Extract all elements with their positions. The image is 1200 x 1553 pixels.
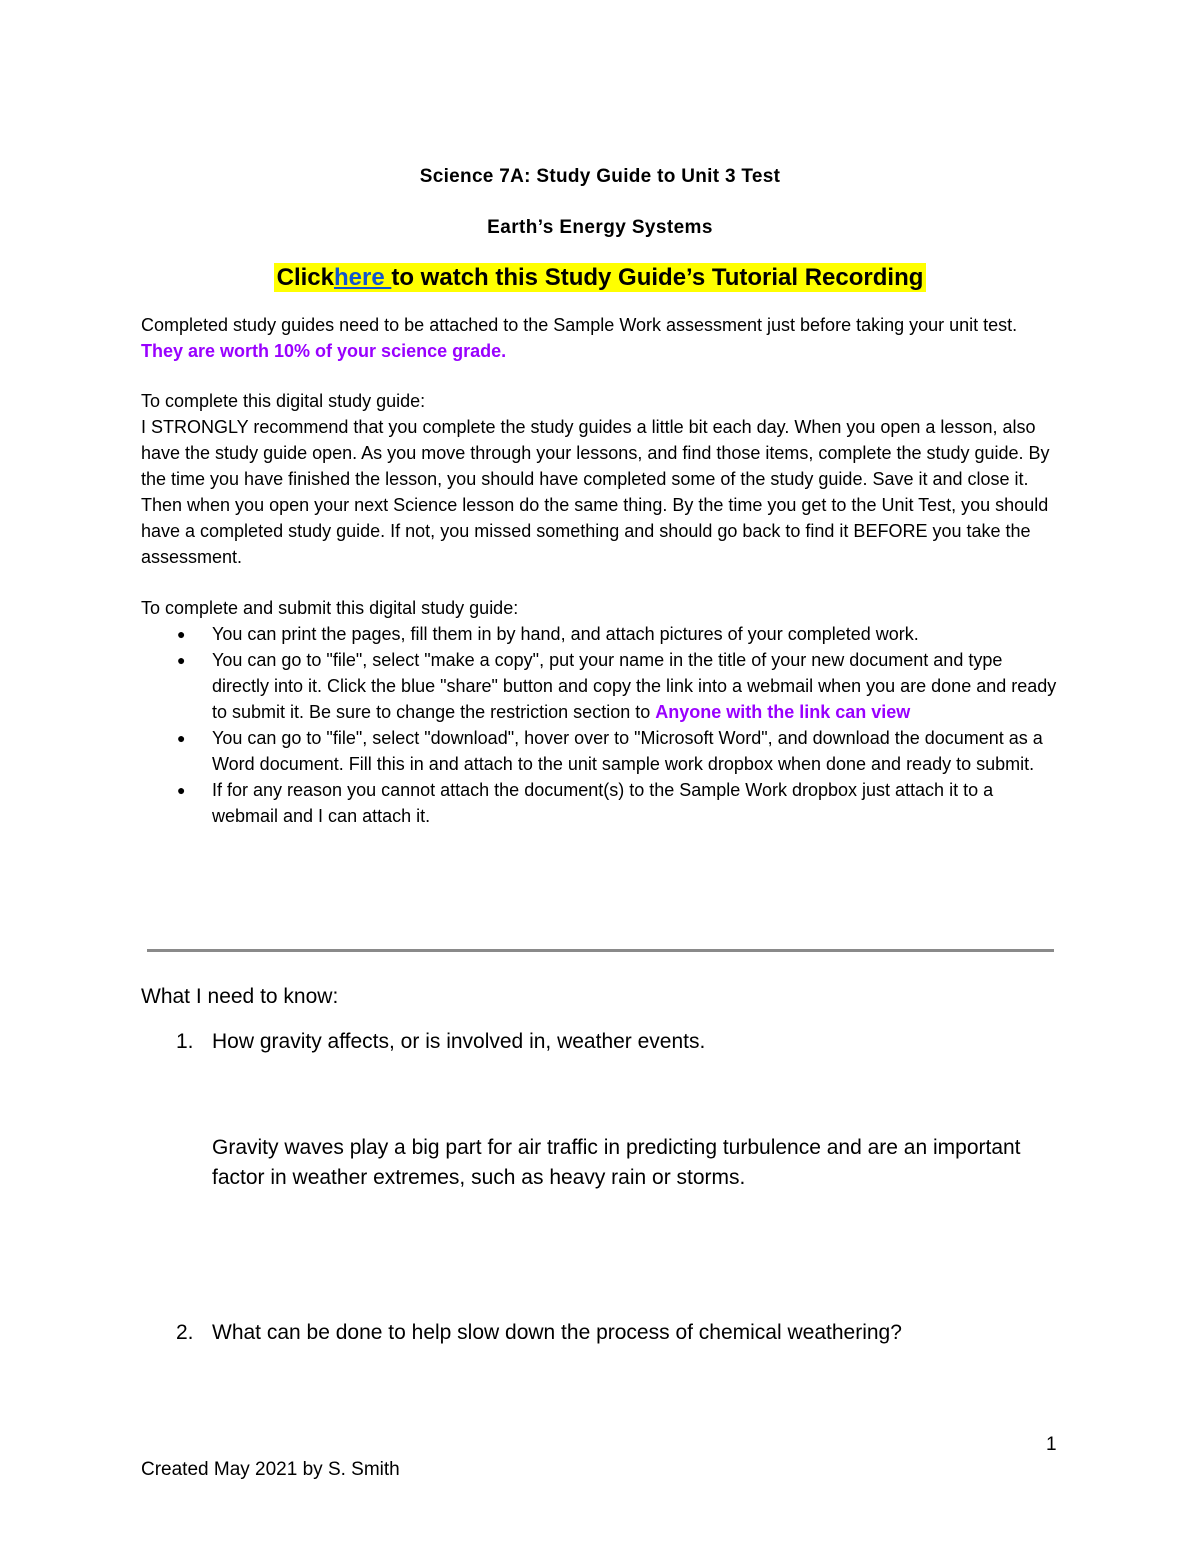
tutorial-highlight	[274, 263, 927, 292]
intro-text: Completed study guides need to be attached to the Sample Work assessment just before taking your unit test.	[141, 315, 1018, 335]
tutorial-suffix: to watch this Study Guide’s Tutorial Recording	[391, 264, 924, 291]
list-item-text: You can go to "file", select "download", hover over to "Microsoft Word", and download the document as a Word document. Fill this in and attach to the unit sample work dropbox when done and ready to submit.	[212, 728, 1043, 774]
section-divider	[147, 949, 1054, 952]
document-title: Science 7A: Study Guide to Unit 3 Test	[419, 166, 781, 187]
tutorial-prefix: Click	[276, 264, 334, 291]
list-item-text: You can go to "file", select "make a copy", put your name in the title of your new document and type directly into it. Click the blue "share" button and copy the link into a webmail when you are done and ready to submit it. Be sure to change the restriction section to	[212, 650, 1057, 722]
tutorial-link[interactable]: here	[333, 264, 392, 291]
list-item	[141, 725, 1061, 777]
answer-1[interactable]: Gravity waves play a big part for air traffic in predicting turbulence and are an important factor in weather extremes, such as heavy rain or storms.	[212, 1136, 1021, 1189]
question-number: 1.	[176, 1030, 194, 1053]
know-section-heading: What I need to know:	[141, 985, 339, 1008]
bullet-icon: ●	[177, 730, 186, 746]
grade-weight-emphasis: They are worth 10% of your science grade.	[141, 341, 507, 361]
digital-instructions-heading: To complete this digital study guide:	[141, 391, 426, 411]
digital-instructions	[141, 388, 1061, 570]
footer-credit: Created May 2021 by S. Smith	[141, 1459, 400, 1480]
digital-instructions-body: I STRONGLY recommend that you complete the study guides a little bit each day. When you open a lesson, also have the study guide open. As you move through your lessons, and find those items, complete the study guide. By the time you have finished the lesson, you should have completed some of the study guide. Save it and close it. Then when you open your next Science lesson do the same thing. By the time you get to the Unit Test, you should have a completed study guide. If not, you missed something and should go back to find it BEFORE you take the assessment.	[141, 417, 1050, 567]
tutorial-banner	[0, 264, 1200, 292]
intro-paragraph	[141, 312, 1061, 364]
list-item	[141, 777, 1061, 829]
list-item	[141, 647, 1061, 725]
list-item-text: You can print the pages, fill them in by hand, and attach pictures of your completed work.	[212, 624, 919, 644]
submit-instructions-heading: To complete and submit this digital study guide:	[141, 598, 519, 618]
page-number: 1	[1046, 1434, 1057, 1455]
question-text: How gravity affects, or is involved in, weather events.	[212, 1030, 706, 1053]
bullet-icon: ●	[177, 652, 186, 668]
question-text: What can be done to help slow down the process of chemical weathering?	[212, 1321, 902, 1344]
document-subtitle: Earth’s Energy Systems	[487, 217, 713, 238]
submit-options-list	[141, 621, 1061, 829]
share-setting-emphasis: Anyone with the link can view	[655, 702, 911, 722]
list-item-text: If for any reason you cannot attach the document(s) to the Sample Work dropbox just attach it to a webmail and I can attach it.	[212, 780, 994, 826]
list-item	[141, 621, 1061, 647]
question-number: 2.	[176, 1321, 194, 1344]
bullet-icon: ●	[177, 782, 186, 798]
bullet-icon: ●	[177, 626, 186, 642]
submit-instructions	[141, 595, 1061, 829]
